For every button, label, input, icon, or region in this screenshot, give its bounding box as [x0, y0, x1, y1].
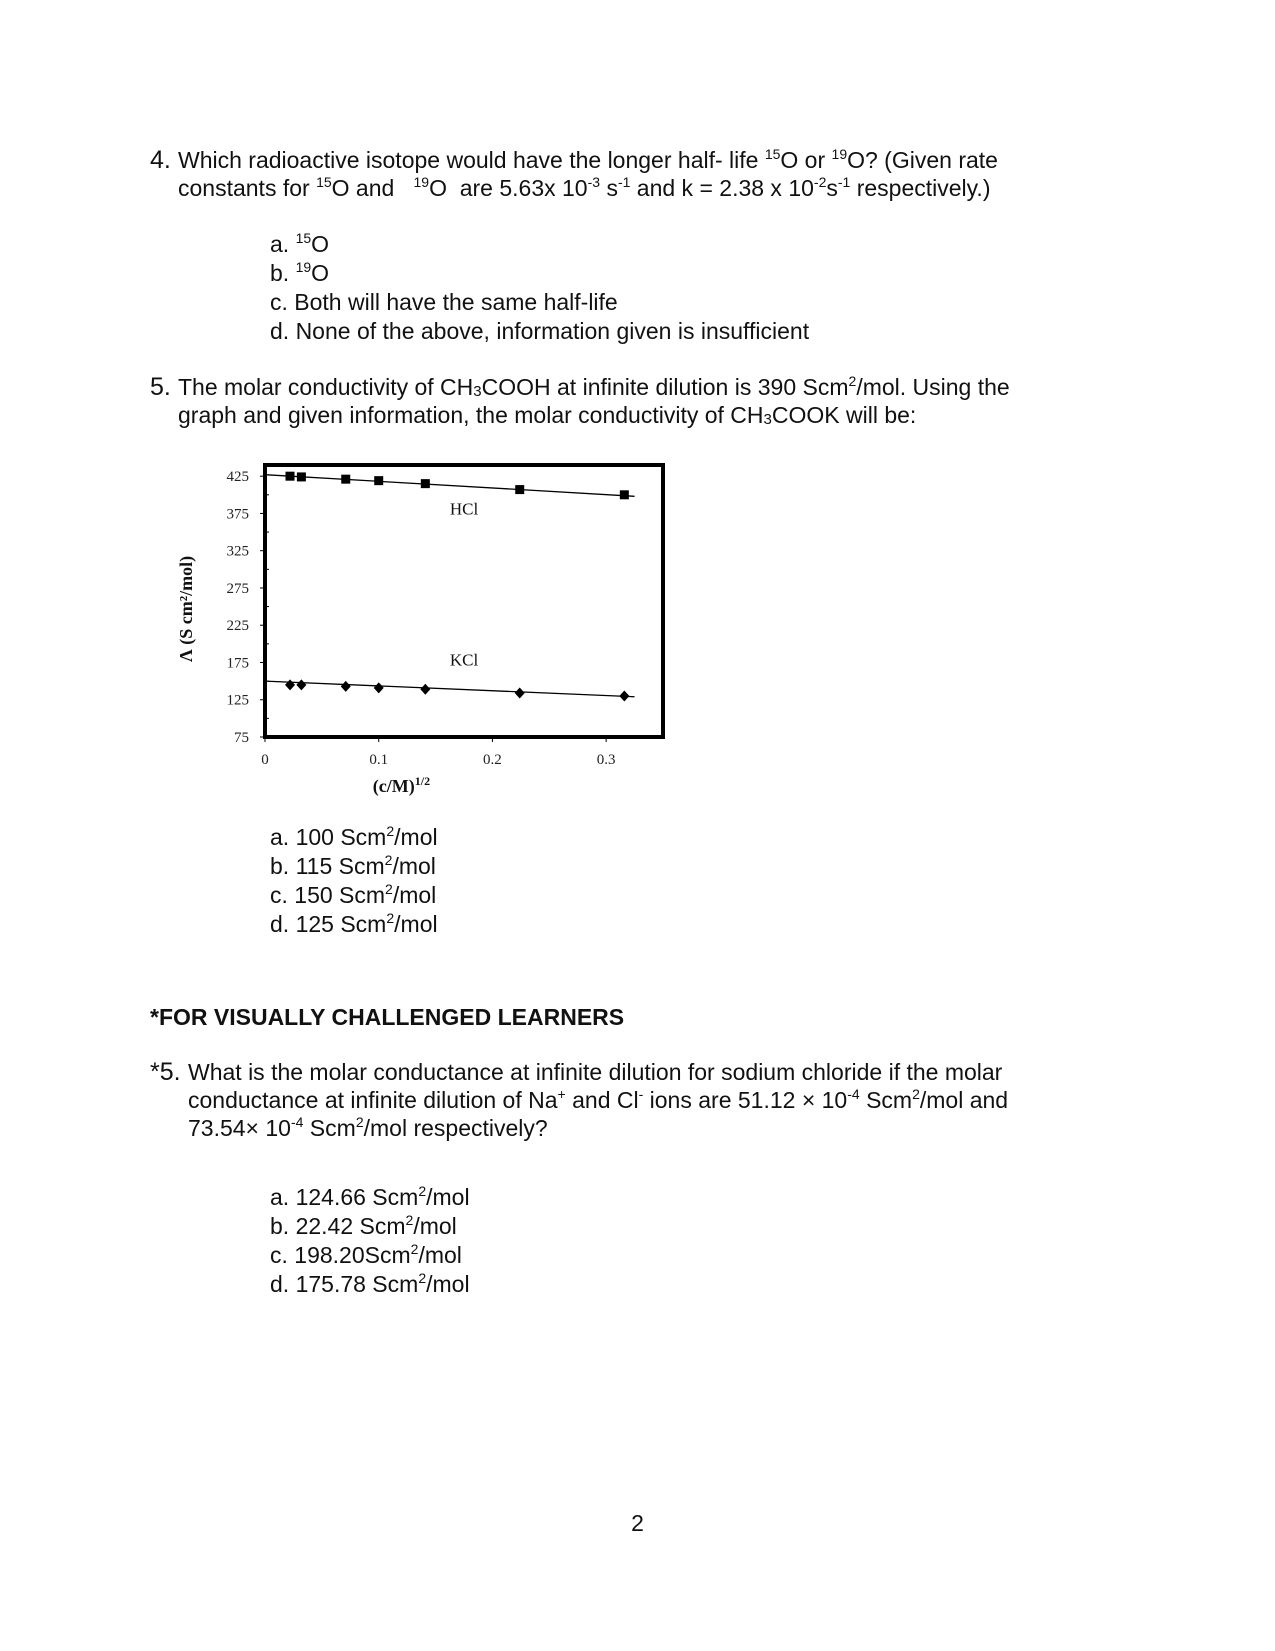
y-tick-label: 175: [226, 655, 249, 672]
page-number: 2: [631, 1510, 644, 1536]
data-point-hcl: [286, 472, 295, 481]
option-d: d. 125 Scm$^2$/mol: [270, 910, 438, 937]
data-point-hcl: [374, 476, 383, 485]
question-5-line-2: graph and given information, the molar conductivity of $CH_3COOK$ will be:: [178, 402, 917, 428]
question-4: [150, 146, 998, 202]
data-point-kcl: [619, 691, 629, 702]
data-point-hcl: [297, 472, 306, 481]
question-5-number: 5.: [150, 373, 171, 401]
fit-line-kcl: [265, 681, 635, 697]
y-tick-label: 325: [226, 543, 249, 560]
x-tick-label: 0.1: [369, 752, 389, 768]
data-point-hcl: [421, 479, 430, 488]
question-5-alt-line-3: $73.54\times 10^{-4}$ Scm$^2$/mol respectively?: [188, 1114, 548, 1141]
question-5-alt: [150, 1058, 1008, 1142]
x-axis-label: [373, 774, 430, 797]
question-4-line-1: 4. Which radioactive isotope would have the longer half- life $^{15}$O or $^{19}$O? (Given rate: [150, 146, 998, 174]
option-b: b. $^{19}$O: [270, 259, 330, 286]
data-point-kcl: [285, 679, 295, 690]
data-point-kcl: [420, 684, 430, 695]
data-point-hcl: [620, 490, 629, 499]
option-a: a. 124.66 Scm$^2$/mol: [270, 1183, 470, 1210]
chart-labels: [176, 469, 616, 797]
y-tick-label: 225: [226, 618, 249, 635]
y-tick-label: 125: [226, 692, 249, 709]
conductivity-chart: [170, 460, 690, 820]
data-point-hcl: [515, 485, 524, 494]
data-point-kcl: [341, 681, 351, 692]
x-tick-label: 0.3: [596, 752, 616, 768]
question-5-alt-line-1: *5. What is the molar conductance at infinite dilution for sodium chloride if the molar: [150, 1058, 1003, 1086]
question-4-line-2: constants for $^{15}$O and $^{19}$O are 5.63x $10^{-3}$ $s^{-1}$ and k = 2.38 x $10^{-2}s^{-1}$ respectively.): [178, 174, 991, 201]
question-5-options: [270, 823, 438, 939]
question-5-line-1: 5. The molar conductivity of $CH_3COOH$ at infinite dilution is 390 Scm$^2$/mol. Using the: [150, 373, 1010, 401]
question-4-number: 4.: [150, 146, 171, 174]
data-point-kcl: [515, 688, 525, 699]
y-tick-label: 75: [234, 730, 249, 746]
option-a: a. $^{15}$O: [270, 230, 330, 257]
option-a: a. 100 Scm$^2$/mol: [270, 823, 438, 850]
y-tick-label: 375: [226, 506, 249, 523]
x-axis-label-main: (c/M): [372, 776, 415, 796]
y-tick-label: 275: [226, 580, 249, 597]
option-c: c. Both will have the same half-life: [270, 289, 618, 315]
x-axis-label-exponent: 1/2: [414, 774, 431, 788]
option-b: b. 115 Scm$^2$/mol: [270, 852, 436, 879]
question-5-alt-line-2: conductance at infinite dilution of Na+ and Cl- ions are $51.12 \times 10^{-4}$ Scm$^2$/mol and: [188, 1086, 1009, 1113]
data-point-hcl: [341, 475, 350, 484]
option-c: c. 198.20Scm$^2$/mol: [270, 1241, 462, 1268]
question-4-options: [270, 230, 809, 346]
option-c: c. 150 Scm$^2$/mol: [270, 881, 437, 908]
fit-line-hcl: [265, 475, 635, 497]
y-tick-label: 425: [226, 469, 249, 486]
question-5: [150, 373, 1010, 429]
data-point-kcl: [296, 679, 306, 690]
series-label-kcl: KCl: [449, 650, 479, 670]
x-tick-label: 0.2: [483, 752, 502, 768]
section-heading: *FOR VISUALLY CHALLENGED LEARNERS: [150, 1004, 625, 1030]
series-label-hcl: HCl: [449, 499, 479, 519]
question-5-alt-options: [270, 1183, 470, 1299]
data-point-kcl: [374, 682, 384, 693]
option-b: b. 22.42 Scm$^2$/mol: [270, 1212, 457, 1239]
option-d: d. 175.78 Scm$^2$/mol: [270, 1270, 470, 1297]
y-axis-label: Λ (S cm²/mol): [176, 555, 196, 663]
question-5-alt-number: *5.: [150, 1058, 181, 1086]
x-tick-label: 0: [261, 752, 269, 768]
option-d: d. None of the above, information given is insufficient: [270, 318, 810, 344]
